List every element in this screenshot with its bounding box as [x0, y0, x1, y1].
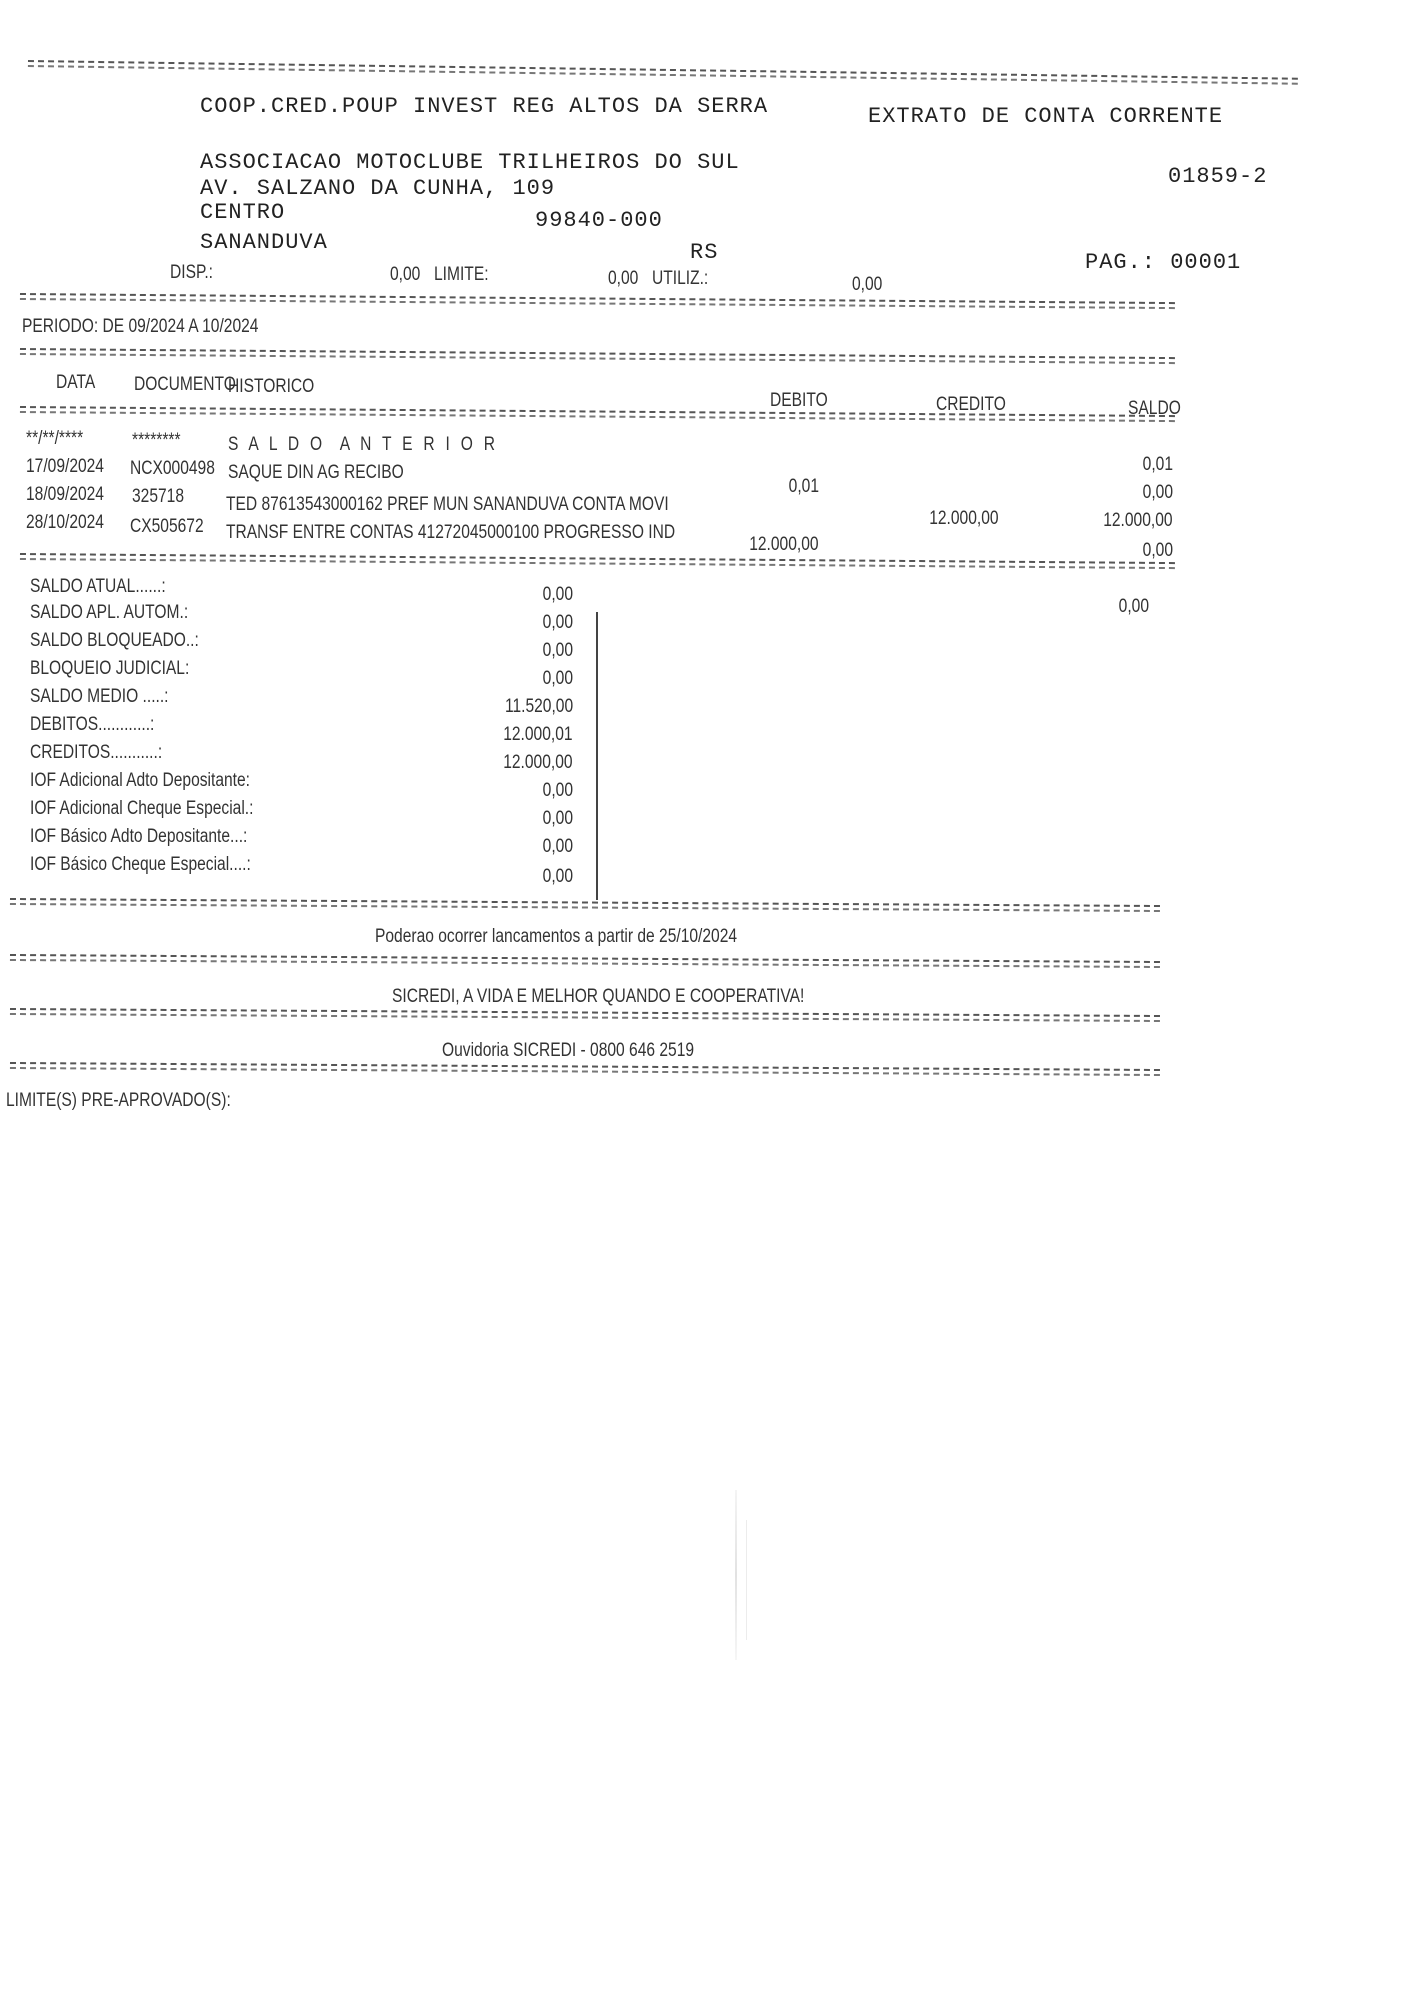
col-header-documento: DOCUMENTO [134, 374, 236, 395]
summary-right-value: 0,00 [1118, 596, 1149, 617]
col-header-saldo: SALDO [1128, 398, 1181, 419]
summary-value: 0,00 [542, 836, 573, 857]
row-date: 18/09/2024 [26, 484, 104, 505]
summary-separator-line [596, 612, 598, 900]
row-debit: 0,01 [788, 476, 819, 497]
row-doc: CX505672 [130, 516, 204, 537]
row-desc: TRANSF ENTRE CONTAS 41272045000100 PROGRESSO IND [226, 522, 676, 543]
summary-label: SALDO ATUAL......: [30, 576, 166, 597]
disp-value: 0,00 [390, 264, 421, 285]
summary-label: IOF Adicional Cheque Especial.: [30, 798, 254, 819]
row-date: 28/10/2024 [26, 512, 104, 533]
district: CENTRO [200, 200, 286, 225]
summary-value: 0,00 [542, 668, 573, 689]
row-balance: 12.000,00 [1103, 510, 1173, 531]
utiliz-value: 0,00 [852, 274, 883, 295]
summary-label: IOF Básico Adto Depositante...: [30, 826, 248, 847]
row-balance: 0,00 [1142, 482, 1173, 503]
document-title: EXTRATO DE CONTA CORRENTE [868, 104, 1224, 129]
summary-value: 0,00 [542, 612, 573, 633]
divider-ombudsman [10, 1062, 1160, 1076]
page-number: PAG.: 00001 [1085, 250, 1242, 275]
slogan-text: SICREDI, A VIDA E MELHOR QUANDO E COOPERATIVA! [392, 986, 805, 1007]
divider-slogan [10, 1008, 1160, 1022]
row-desc: TED 87613543000162 PREF MUN SANANDUVA CONTA MOVI [226, 494, 669, 515]
row-doc: ******** [132, 430, 181, 451]
city: SANANDUVA [200, 230, 328, 255]
divider-period [20, 348, 1175, 364]
row-debit: 12.000,00 [749, 534, 819, 555]
ombudsman-text: Ouvidoria SICREDI - 0800 646 2519 [442, 1040, 695, 1061]
address-line: AV. SALZANO DA CUNHA, 109 [200, 176, 556, 201]
utiliz-label: UTILIZ.: [652, 268, 709, 289]
state: RS [690, 240, 719, 265]
divider-limits [20, 293, 1175, 309]
row-desc: S A L D O A N T E R I O R [228, 434, 499, 455]
summary-label: IOF Adicional Adto Depositante: [30, 770, 250, 791]
row-date: **/**/**** [26, 428, 84, 449]
col-header-data: DATA [56, 372, 96, 393]
divider-transactions [20, 553, 1175, 569]
row-desc: SAQUE DIN AG RECIBO [228, 462, 404, 483]
summary-label: SALDO MEDIO .....: [30, 686, 169, 707]
summary-label: BLOQUEIO JUDICIAL: [30, 658, 190, 679]
scan-artifact [746, 1520, 747, 1640]
institution-name: COOP.CRED.POUP INVEST REG ALTOS DA SERRA [200, 94, 769, 119]
row-doc: 325718 [132, 486, 184, 507]
col-header-credito: CREDITO [936, 394, 1006, 415]
row-doc: NCX000498 [130, 458, 215, 479]
summary-value: 12.000,00 [503, 752, 573, 773]
summary-label: SALDO APL. AUTOM.: [30, 602, 189, 623]
scan-artifact [735, 1490, 737, 1660]
top-divider [28, 60, 1298, 85]
summary-value: 0,00 [542, 808, 573, 829]
preapproved-limits: LIMITE(S) PRE-APROVADO(S): [6, 1090, 231, 1111]
summary-value: 0,00 [542, 780, 573, 801]
disp-label: DISP.: [170, 262, 214, 283]
row-credit: 12.000,00 [929, 508, 999, 529]
summary-value: 0,00 [542, 640, 573, 661]
notice-text: Poderao ocorrer lancamentos a partir de 25/10/2024 [375, 926, 738, 947]
divider-summary [10, 898, 1160, 912]
summary-label: CREDITOS...........: [30, 742, 163, 763]
summary-label: IOF Básico Cheque Especial....: [30, 854, 251, 875]
summary-label: DEBITOS............: [30, 714, 155, 735]
period: PERIODO: DE 09/2024 A 10/2024 [22, 316, 259, 337]
row-balance: 0,00 [1142, 540, 1173, 561]
col-header-debito: DEBITO [770, 390, 828, 411]
account-holder: ASSOCIACAO MOTOCLUBE TRILHEIROS DO SUL [200, 150, 740, 175]
summary-value: 0,00 [542, 866, 573, 887]
summary-label: SALDO BLOQUEADO..: [30, 630, 199, 651]
limite-label: LIMITE: [434, 264, 489, 285]
account-number: 01859-2 [1168, 164, 1268, 189]
summary-value: 11.520,00 [504, 696, 573, 717]
limite-value: 0,00 [608, 268, 639, 289]
col-header-historico: HISTORICO [228, 376, 315, 397]
summary-value: 12.000,01 [503, 724, 573, 745]
summary-value: 0,00 [542, 584, 573, 605]
zip-code: 99840-000 [535, 208, 663, 233]
row-balance: 0,01 [1142, 454, 1173, 475]
row-date: 17/09/2024 [26, 456, 104, 477]
divider-notice [10, 954, 1160, 968]
